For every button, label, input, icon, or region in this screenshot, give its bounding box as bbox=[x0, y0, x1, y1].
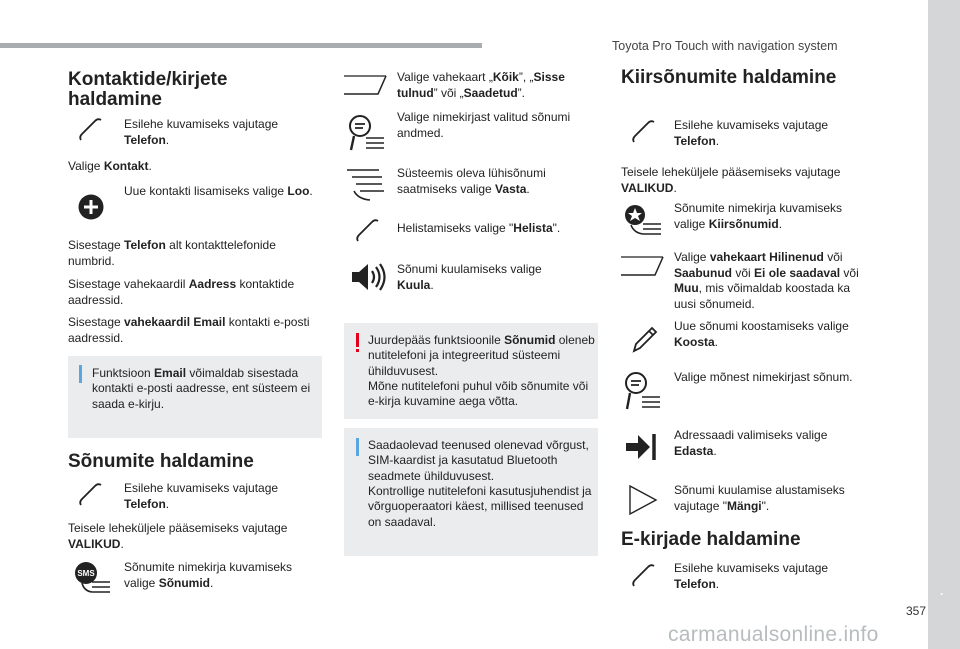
compose-pencil-icon bbox=[630, 324, 660, 354]
select-message-text: Valige mõnest nimekirjast sõnum. bbox=[674, 370, 853, 384]
phone-icon bbox=[631, 119, 657, 145]
tab-bar-icon bbox=[343, 74, 387, 96]
heading-messages: Sõnumite haldamine bbox=[68, 451, 254, 472]
sms-badge-label: SMS bbox=[77, 569, 95, 578]
select-details-text: Valige nimekirjast valitud sõnumi andmed. bbox=[397, 110, 571, 140]
forward-icon bbox=[624, 432, 660, 462]
reply-message-icon bbox=[346, 169, 388, 203]
select-contact-text: Valige Kontakt. bbox=[68, 159, 152, 173]
enter-phone-text: Sisestage Telefon alt kontakttelefonide numbrid. bbox=[68, 238, 276, 268]
quick-step-home: Esilehe kuvamiseks vajutage Telefon. bbox=[674, 118, 829, 148]
page-number: 357 bbox=[906, 604, 927, 618]
compatibility-warning-note bbox=[344, 323, 598, 419]
heading-quick-messages: Kiirsõnumite haldamine bbox=[621, 67, 837, 88]
services-info-note bbox=[344, 428, 598, 556]
speaker-icon bbox=[350, 262, 386, 292]
call-text: Helistamiseks valige "Helista". bbox=[397, 221, 561, 235]
contacts-step-home: Esilehe kuvamiseks vajutage Telefon. bbox=[124, 117, 279, 147]
tab-bar-icon bbox=[620, 255, 664, 277]
open-quick-messages-text: Sõnumite nimekirja kuvamiseks valige Kiirsõnumid. bbox=[674, 201, 843, 231]
warning-icon bbox=[356, 333, 359, 347]
add-circle-icon bbox=[77, 193, 105, 221]
list-details-icon bbox=[348, 114, 388, 152]
sms-list-icon bbox=[74, 561, 112, 597]
forward-text: Adressaadi valimiseks valige Edasta. bbox=[674, 428, 828, 458]
new-contact-text: Uue kontakti lisamiseks valige Loo. bbox=[124, 184, 313, 198]
heading-contacts bbox=[68, 70, 227, 110]
select-tab-text: Valige vahekaart „Kõik”, „Sisse tulnud” või „Saadetud”. bbox=[397, 70, 565, 100]
options-text: Teisele leheküljele pääsemiseks vajutage VALIKUD. bbox=[68, 521, 288, 551]
info-icon bbox=[79, 365, 82, 383]
phone-icon bbox=[355, 218, 381, 244]
phone-icon bbox=[78, 117, 104, 143]
watermark: carmanualsonline.info bbox=[668, 623, 879, 646]
play-text: Sõnumi kuulamise alustamiseks vajutage "Mängi". bbox=[674, 483, 845, 513]
phone-icon bbox=[78, 482, 104, 508]
email-step-home: Esilehe kuvamiseks vajutage Telefon. bbox=[674, 561, 829, 591]
info-icon bbox=[356, 438, 359, 456]
section-marker: . bbox=[940, 584, 944, 598]
running-header: Toyota Pro Touch with navigation system bbox=[612, 39, 838, 53]
heading-contacts-line2: haldamine bbox=[68, 88, 162, 110]
enter-email-text: Sisestage vahekaardil Email kontakti e-posti aadressid. bbox=[68, 315, 310, 345]
warning-icon-dot bbox=[356, 349, 359, 352]
header-rule bbox=[0, 43, 482, 48]
compatibility-warning-text: Juurdepääs funktsioonile Sõnumid oleneb nutitelefoni ja integreeritud süsteemi ühilduvusest. Mõne nutitelefoni puhul võib sõnumite või e-kirja kuvamine aega võtta. bbox=[368, 333, 595, 409]
listen-text: Sõnumi kuulamiseks valige Kuula. bbox=[397, 262, 542, 292]
open-messages-text: Sõnumite nimekirja kuvamiseks valige Sõnumid. bbox=[124, 560, 293, 590]
play-icon bbox=[628, 484, 658, 516]
reply-text: Süsteemis oleva lühisõnumi saatmiseks valige Vasta. bbox=[397, 166, 546, 196]
quick-messages-icon bbox=[623, 204, 663, 238]
heading-contacts-line1: Kontaktide/kirjete bbox=[68, 69, 228, 90]
page-margin-tab bbox=[928, 0, 960, 649]
email-info-note bbox=[68, 356, 322, 438]
select-quick-tab-text: Valige vahekaart Hilinenud või Saabunud või Ei ole saadaval või Muu, mis võimaldab koostada ka uusi sõnumeid. bbox=[674, 250, 859, 311]
services-info-text: Saadaolevad teenused olenevad võrgust, SIM-kaardist ja kasutatud Bluetooth seadmete ühilduvusest. Kontrollige nutitelefoni kasutusjuhendist ja võrguoperaatori käest, millised teenused on saadaval. bbox=[368, 438, 592, 529]
compose-text: Uue sõnumi koostamiseks valige Koosta. bbox=[674, 319, 849, 349]
list-details-icon bbox=[624, 371, 664, 411]
email-info-text: Funktsioon Email võimaldab sisestada kontakti e-posti aadresse, ent süsteem ei saada e-kirju. bbox=[92, 366, 311, 411]
heading-email: E-kirjade haldamine bbox=[621, 529, 801, 550]
quick-options-text: Teisele leheküljele pääsemiseks vajutage VALIKUD. bbox=[621, 165, 841, 195]
messages-step-home: Esilehe kuvamiseks vajutage Telefon. bbox=[124, 481, 279, 511]
enter-address-text: Sisestage vahekaardil Aadress kontaktide aadressid. bbox=[68, 277, 295, 307]
phone-icon bbox=[631, 563, 657, 589]
